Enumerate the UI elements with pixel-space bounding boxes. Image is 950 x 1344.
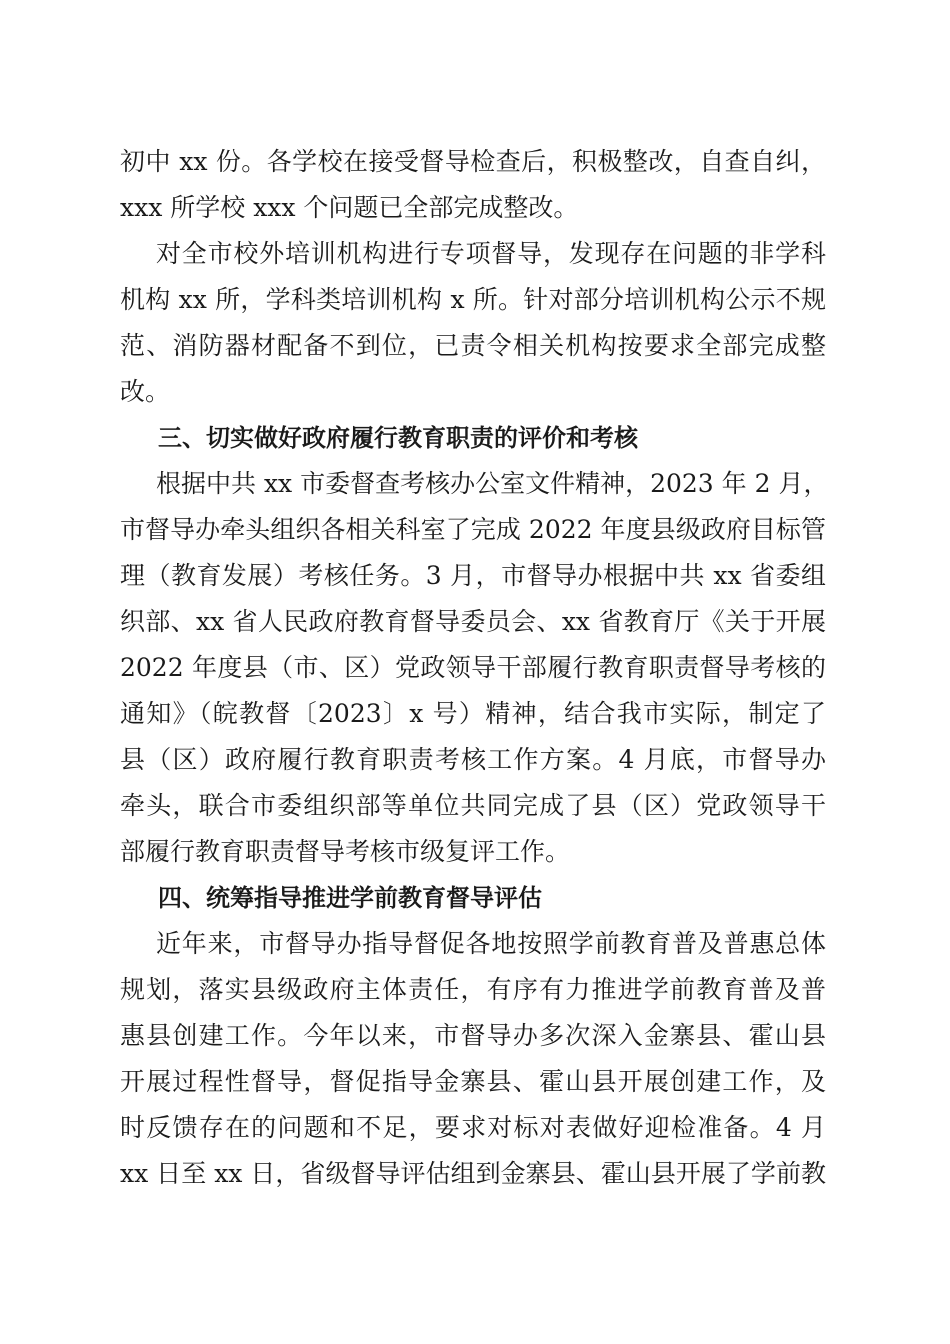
paragraph-4-line-1: 近年来，市督导办指导督促各地按照学前教育普及普惠总体	[156, 929, 826, 958]
paragraph-1-line-2: xxx 所学校 xxx 个问题已全部完成整改。	[120, 193, 579, 222]
paragraph-1-line-1: 初中 xx 份。各学校在接受督导检查后，积极整改，自查自纠，	[120, 147, 826, 176]
paragraph-2-line-3: 范、消防器材配备不到位，已责令相关机构按要求全部完成整	[120, 331, 826, 360]
paragraph-2-line-4: 改。	[120, 377, 171, 406]
paragraph-3-line-5: 2022 年度县（市、区）党政领导干部履行教育职责督导考核的	[120, 653, 826, 682]
section-heading-4: 四、统筹指导推进学前教育督导评估	[158, 884, 542, 912]
paragraph-4-line-6: xx 日至 xx 日，省级督导评估组到金寨县、霍山县开展了学前教	[120, 1159, 826, 1188]
paragraph-4-line-5: 时反馈存在的问题和不足，要求对标对表做好迎检准备。4 月	[120, 1113, 826, 1142]
paragraph-4-line-2: 规划，落实县级政府主体责任，有序有力推进学前教育普及普	[120, 975, 826, 1004]
section-heading-3: 三、切实做好政府履行教育职责的评价和考核	[158, 424, 638, 452]
paragraph-3-line-9: 部履行教育职责督导考核市级复评工作。	[120, 837, 571, 866]
paragraph-4-line-4: 开展过程性督导，督促指导金寨县、霍山县开展创建工作，及	[120, 1067, 826, 1096]
paragraph-3-line-1: 根据中共 xx 市委督查考核办公室文件精神，2023 年 2 月，	[156, 469, 829, 498]
document-page	[120, 139, 829, 1197]
paragraph-3-line-6: 通知》（皖教督〔2023〕x 号）精神，结合我市实际，制定了	[120, 699, 826, 728]
paragraph-2-line-2: 机构 xx 所，学科类培训机构 x 所。针对部分培训机构公示不规	[120, 285, 826, 314]
paragraph-3-line-7: 县（区）政府履行教育职责考核工作方案。4 月底，市督导办	[120, 745, 826, 774]
paragraph-3-line-8: 牵头，联合市委组织部等单位共同完成了县（区）党政领导干	[120, 791, 826, 820]
paragraph-3-line-4: 织部、xx 省人民政府教育督导委员会、xx 省教育厅《关于开展	[120, 607, 826, 636]
paragraph-4-line-3: 惠县创建工作。今年以来，市督导办多次深入金寨县、霍山县	[120, 1021, 826, 1050]
paragraph-2-line-1: 对全市校外培训机构进行专项督导，发现存在问题的非学科	[156, 239, 826, 268]
paragraph-3-line-2: 市督导办牵头组织各相关科室了完成 2022 年度县级政府目标管	[120, 515, 826, 544]
paragraph-3-line-3: 理（教育发展）考核任务。3 月，市督导办根据中共 xx 省委组	[120, 561, 826, 590]
